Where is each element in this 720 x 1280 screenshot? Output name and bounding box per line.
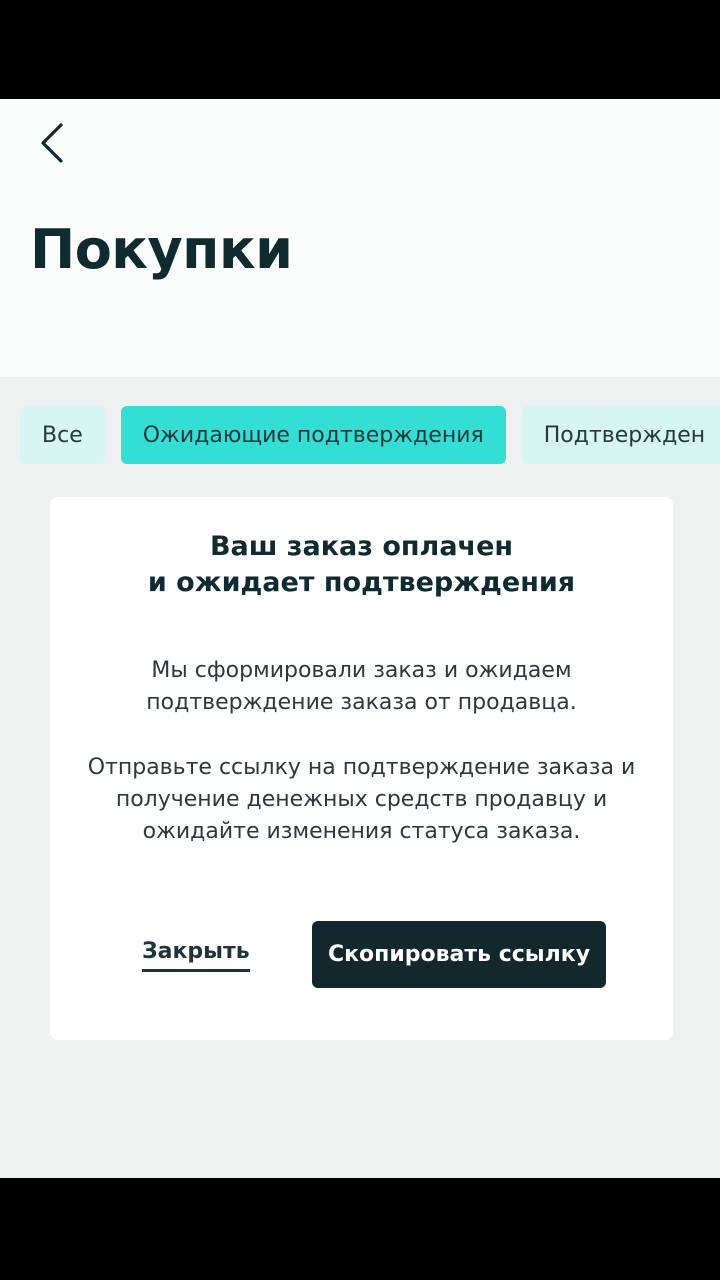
tab-confirmed[interactable]: Подтвержден (522, 406, 720, 464)
main-content (0, 377, 720, 1178)
send-link-instructions: Отправьте ссылку на подтверждение заказа и получение денежных средств продавцу и ожидайте изменения статуса заказа. (87, 755, 636, 844)
chevron-left-icon (39, 121, 65, 165)
back-button[interactable] (30, 118, 74, 168)
tab-all[interactable]: Все (20, 406, 105, 464)
card-title (50, 529, 673, 601)
tab-awaiting-confirmation[interactable]: Ожидающие подтверждения (121, 406, 506, 464)
order-formed-text: Мы сформировали заказ и ожидаем подтверждение заказа от продавца. (146, 658, 577, 715)
order-status-card (50, 497, 673, 1040)
page-title: Покупки (30, 218, 293, 281)
close-button[interactable]: Закрыть (142, 939, 250, 972)
filter-tabs (20, 406, 720, 464)
copy-link-button[interactable]: Скопировать ссылку (312, 921, 606, 988)
card-title-line-1: Ваш заказ оплачен (209, 531, 514, 562)
card-title-line-2: и ожидает подтверждения (147, 567, 576, 598)
navigation-bar-area (0, 1178, 720, 1280)
status-bar-area (0, 0, 720, 99)
